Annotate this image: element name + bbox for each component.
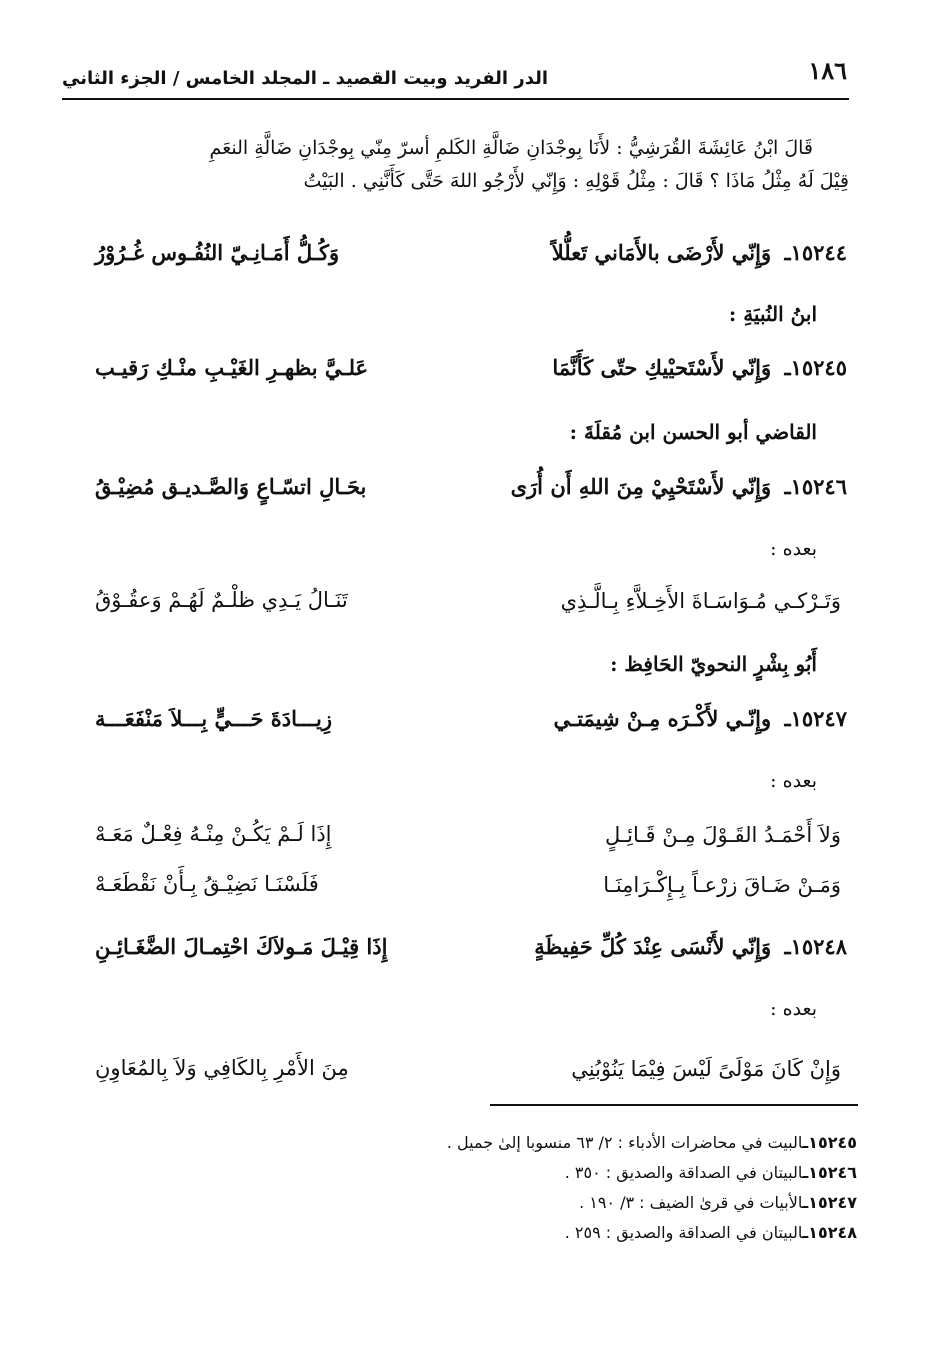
intro-line: قِيْلَ لَهُ مِثْلُ مَاذَا ؟ قَالَ : مِثْلُ قَوْلِهِ : وَإِنّي لأَرْجُو اللهَ حَتَّى كَأَنَّنِي . البَيْتُ [303, 170, 849, 192]
footnote-text: الأبيات في قرىٰ الضيف : ٣/ ١٩٠ . [579, 1193, 803, 1212]
verse-second-hemistich: تَنَـالُ يَـدِي ظلْـمٌ لَهُـمْ وَعقُـوْقُ [95, 588, 348, 612]
hemistich-text: وإِنّـي لأَكْـرَه مِـنْ شِيمَتـي [553, 706, 772, 731]
verse-second-hemistich: فَلَسْنَـا نَضِيْـقُ بِـأَنْ نَقْطَعَـهْ [95, 872, 319, 896]
footnote-number: ١٥٢٤٥ـ [802, 1133, 857, 1152]
footnote-text: البيتان في الصداقة والصديق : ٣٥٠ . [564, 1163, 803, 1182]
verse-first-hemistich [452, 706, 847, 731]
verse-second-hemistich: زِيـــادَةَ حَـــيٍّ بِـــلاَ مَنْفَعَـــة [95, 706, 332, 731]
verse [95, 474, 847, 514]
poet-label: ابنُ النُبيَةِ : [728, 302, 817, 326]
hemistich-text: وَمَـنْ ضَـاقَ زرْعـاً بِـإِكْـرَامِنَـا [603, 873, 841, 897]
footnote-rule [490, 1104, 858, 1106]
verse-first-hemistich [452, 934, 847, 959]
verse-second-hemistich: بحَـالِ اتسّـاعٍ وَالصَّـديـق مُضِيْـقُ [95, 474, 367, 499]
hemistich-text: وَلاَ أَحْمَـدُ القَـوْلَ مِـنْ قَـائِـلٍ [605, 823, 841, 847]
footnote-number: ١٥٢٤٧ـ [802, 1193, 857, 1212]
after-label: بعده : [770, 538, 817, 560]
footnote-text: البيتان في الصداقة والصديق : ٢٥٩ . [564, 1223, 803, 1242]
footnote [250, 1188, 857, 1218]
verse-first-hemistich [452, 355, 847, 380]
verse-first-hemistich [452, 240, 847, 265]
footnotes [250, 1128, 857, 1248]
verse [95, 934, 847, 974]
footnote-number: ١٥٢٤٨ـ [802, 1223, 857, 1242]
footnote [250, 1128, 857, 1158]
verse [95, 1056, 847, 1096]
hemistich-text: وَإِنّي لأَسْتَحْيِيْ مِنَ اللهِ أَن أُرَى [510, 474, 772, 499]
verse [95, 588, 847, 628]
verse-second-hemistich: مِنَ الأَمْرِ بِالكَافِي وَلاَ بِالمُعَاوِنِ [95, 1056, 349, 1080]
hemistich-text: وَإِنْ كَانَ مَوْلَىً لَيْسَ فِيْمَا يَنُوْبُنِي [571, 1057, 841, 1081]
verse [95, 240, 847, 280]
hemistich-text: وَإِنّي لأَنْسَى عِنْدَ كُلِّ حَفِيظَةٍ [534, 934, 772, 959]
hemistich-text: وَإِنّي لأَرْضَى بالأَمَاني تَعلُّلاً [551, 240, 772, 265]
verse [95, 706, 847, 746]
verse-first-hemistich [452, 1056, 847, 1081]
intro-line: قَالَ ابْنُ عَائِشَةَ القُرَشِيُّ : لأَنَا بِوجْدَانِ ضَالَّةِ الكَلمِ أسرّ مِنّي بِوجْدَانِ ضَالَّةِ النعَمِ [209, 137, 813, 159]
page-header [62, 52, 847, 92]
intro-paragraph [60, 132, 849, 198]
footnote-text: البيت في محاضرات الأدباء : ٢/ ٦٣ منسوبا إلىٰ جميل . [446, 1133, 803, 1152]
verse [95, 872, 847, 912]
verse-number: ١٥٢٤٧ـ [784, 706, 847, 731]
verse-number: ١٥٢٤٨ـ [784, 934, 847, 959]
verse-number: ١٥٢٤٦ـ [784, 474, 847, 499]
header-rule [62, 98, 849, 100]
poet-label: القاضي أبو الحسن ابن مُقلَةَ : [569, 420, 817, 444]
verse-second-hemistich: إِذَا قِيْـلَ مَـولاَكَ احْتِمـالَ الضَّغَـائِـنِ [95, 934, 388, 959]
footnote [250, 1158, 857, 1188]
hemistich-text: وَتَـرْكـي مُـوَاسَـاةَ الأَخِـلاَّءِ بِـالَّـذِي [560, 589, 841, 613]
verse-first-hemistich [452, 474, 847, 499]
verse-second-hemistich: إِذَا لَـمْ يَكُـنْ مِنْـهُ فِعْـلٌ مَعَـهْ [95, 822, 332, 846]
footnote-number: ١٥٢٤٦ـ [802, 1163, 857, 1182]
verse-second-hemistich: وَكُـلُّ أَمَـانِـيّ النُفُـوس غُـرُوْرُ [95, 240, 340, 265]
verse-number: ١٥٢٤٤ـ [784, 240, 847, 265]
hemistich-text: وَإِنّي لأَسْتَحيْيكِ حتّى كَأَنَّمَا [552, 355, 772, 380]
verse-first-hemistich [452, 872, 847, 897]
after-label: بعده : [770, 770, 817, 792]
poet-label: أَبُو بِشْرٍ النحويّ الحَافِظ : [610, 652, 817, 676]
verse-first-hemistich [452, 588, 847, 613]
verse-first-hemistich [452, 822, 847, 847]
verse-number: ١٥٢٤٥ـ [784, 355, 847, 380]
running-title: الدر الفريد وبيت القصيد ـ المجلد الخامس / الجزء الثاني [62, 68, 549, 89]
page-number: ١٨٦ [808, 56, 847, 85]
after-label: بعده : [770, 998, 817, 1020]
verse [95, 822, 847, 862]
verse-second-hemistich: عَلـيَّ بظهـرِ الغَيْـبِ منْـكِ رَقيـب [95, 355, 369, 380]
verse [95, 355, 847, 395]
footnote [250, 1218, 857, 1248]
